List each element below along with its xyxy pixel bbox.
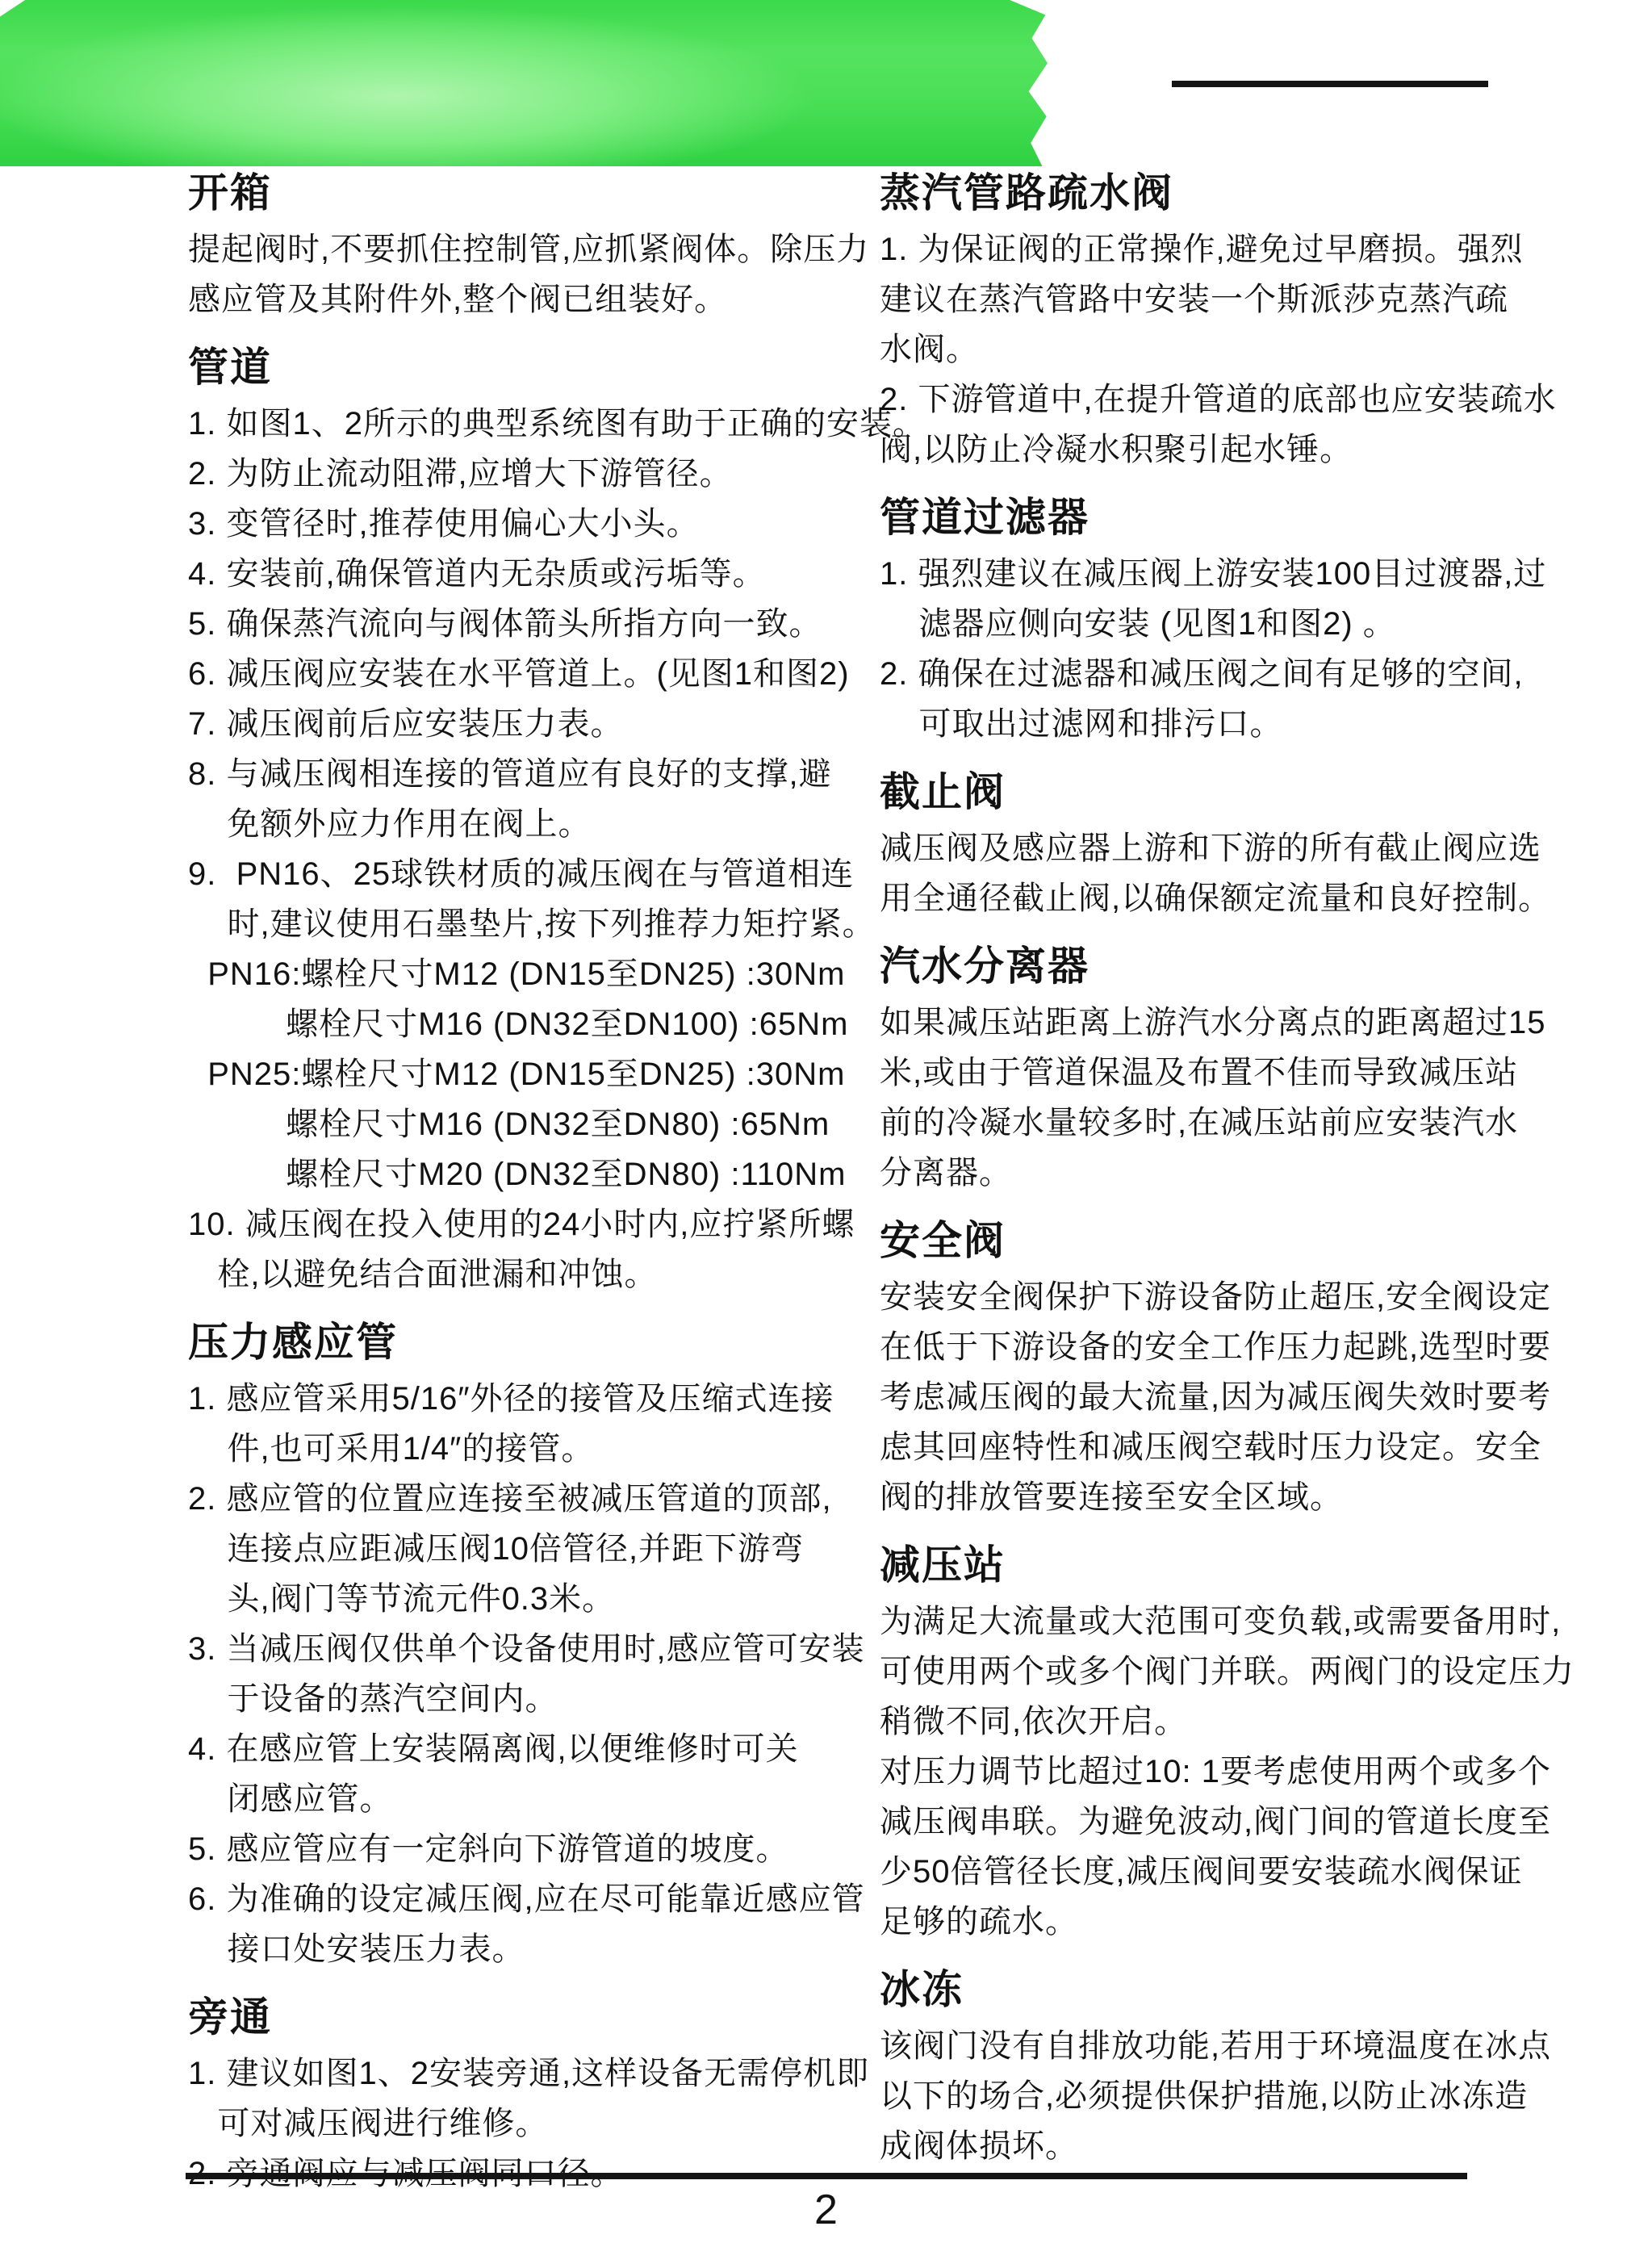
section-freezing [880, 1966, 1608, 2171]
section-unpacking [188, 169, 880, 324]
text-line: 头,阀门等节流元件0.3米。 [188, 1581, 616, 1617]
header-rule [1172, 81, 1488, 87]
section-body [188, 224, 880, 324]
text-line: 2. 确保在过滤器和减压阀之间有足够的空间, [880, 656, 1524, 692]
section-separator [880, 943, 1608, 1198]
text-line: 足够的疏水。 [880, 1904, 1078, 1940]
section-steam-line-trap [880, 169, 1608, 475]
section-heading: 减压站 [880, 1542, 1006, 1588]
text-line: 4. 安装前,确保管道内无杂质或污垢等。 [188, 556, 766, 592]
section-bypass [188, 1994, 880, 2199]
text-line: 6. 为准确的设定减压阀,应在尽可能靠近感应管 [188, 1881, 865, 1917]
text-line: 如果减压站距离上游汽水分离点的距离超过15 [880, 1005, 1546, 1040]
section-body [880, 224, 1608, 475]
footer-rule [186, 2173, 1467, 2179]
text-line: 1. 为保证阀的正常操作,避免过早磨损。强烈 [880, 232, 1524, 267]
text-line: 栓,以避免结合面泄漏和冲蚀。 [188, 1257, 658, 1292]
text-line: 免额外应力作用在阀上。 [188, 806, 592, 842]
text-line: 螺栓尺寸M16 (DN32至DN100) :65Nm [188, 1006, 849, 1042]
page-number: 2 [814, 2187, 838, 2233]
text-line: 接口处安装压力表。 [188, 1931, 525, 1967]
text-line: 螺栓尺寸M20 (DN32至DN80) :110Nm [188, 1157, 847, 1192]
text-line: 3. 当减压阀仅供单个设备使用时,感应管可安装 [188, 1631, 865, 1667]
section-body [880, 823, 1608, 923]
text-line: 考虑减压阀的最大流量,因为减压阀失效时要考 [880, 1379, 1552, 1415]
text-line: 提起阀时,不要抓住控制管,应抓紧阀体。除压力 [188, 232, 870, 267]
text-line: 减压阀及感应器上游和下游的所有截止阀应选 [880, 831, 1541, 866]
text-line: 感应管及其附件外,整个阀已组装好。 [188, 282, 728, 317]
section-pressure-sensing-pipe [188, 1319, 880, 1974]
document-body [188, 169, 1608, 2199]
text-line: 5. 确保蒸汽流向与阀体箭头所指方向一致。 [188, 606, 822, 642]
text-line: 水阀。 [880, 332, 979, 367]
section-body [188, 1374, 880, 1974]
right-column [880, 169, 1608, 2171]
section-body [880, 1272, 1608, 1522]
section-heading: 安全阀 [880, 1218, 1006, 1263]
text-line: 对压力调节比超过10: 1要考虑使用两个或多个 [880, 1754, 1551, 1789]
text-line: 少50倍管径长度,减压阀间要安装疏水阀保证 [880, 1854, 1523, 1889]
section-heading: 开箱 [188, 170, 272, 216]
text-line: 2. 为防止流动阻滞,应增大下游管径。 [188, 456, 733, 492]
section-safety-valve [880, 1217, 1608, 1522]
text-line: 9. PN16、25球铁材质的减压阀在与管道相连 [188, 856, 855, 892]
text-line: 虑其回座特性和减压阀空载时压力设定。安全 [880, 1429, 1541, 1465]
text-line: 可使用两个或多个阀门并联。两阀门的设定压力 [880, 1654, 1575, 1689]
section-body [880, 998, 1608, 1198]
section-heading: 截止阀 [880, 769, 1006, 814]
header-green-band [0, 0, 1048, 166]
text-line: 成阀体损坏。 [880, 2128, 1078, 2164]
section-heading: 旁通 [188, 1994, 272, 2040]
text-line: 7. 减压阀前后应安装压力表。 [188, 706, 624, 742]
text-line: 以下的场合,必须提供保护措施,以防止冰冻造 [880, 2078, 1529, 2114]
section-stop-valve [880, 768, 1608, 923]
section-piping [188, 344, 926, 1299]
text-line: 用全通径截止阀,以确保额定流量和良好控制。 [880, 881, 1552, 916]
text-line: 滤器应侧向安装 (见图1和图2) 。 [880, 606, 1396, 642]
section-heading: 管道 [188, 345, 272, 390]
section-body [880, 1597, 1608, 1947]
text-line: 可取出过滤网和排污口。 [880, 706, 1283, 742]
section-body [880, 549, 1608, 749]
section-heading: 蒸汽管路疏水阀 [880, 170, 1173, 216]
text-line: 3. 变管径时,推荐使用偏心大小头。 [188, 506, 700, 542]
text-line: 分离器。 [880, 1155, 1012, 1191]
text-line: 在低于下游设备的安全工作压力起跳,选型时要 [880, 1329, 1552, 1365]
section-heading: 管道过滤器 [880, 495, 1089, 540]
text-line: 连接点应距减压阀10倍管径,并距下游弯 [188, 1531, 805, 1567]
text-line: 安装安全阀保护下游设备防止超压,安全阀设定 [880, 1279, 1552, 1315]
text-line: 8. 与减压阀相连接的管道应有良好的支撑,避 [188, 756, 832, 792]
text-line: 2. 下游管道中,在提升管道的底部也应安装疏水 [880, 382, 1557, 417]
section-heading: 压力感应管 [188, 1320, 398, 1365]
text-line: 时,建议使用石墨垫片,按下列推荐力矩拧紧。 [188, 906, 876, 942]
text-line: 该阀门没有自排放功能,若用于环境温度在冰点 [880, 2028, 1552, 2064]
text-line: 4. 在感应管上安装隔离阀,以便维修时可关 [188, 1731, 799, 1767]
text-line: 1. 强烈建议在减压阀上游安装100目过渡器,过 [880, 556, 1547, 592]
text-line: PN25:螺栓尺寸M12 (DN15至DN25) :30Nm [188, 1057, 846, 1092]
section-reducing-station [880, 1542, 1608, 1947]
text-line: 10. 减压阀在投入使用的24小时内,应拧紧所螺 [188, 1207, 855, 1242]
text-line: 为满足大流量或大范围可变负载,或需要备用时, [880, 1604, 1562, 1639]
section-heading: 汽水分离器 [880, 944, 1089, 989]
text-line: 米,或由于管道保温及布置不佳而导致减压站 [880, 1055, 1519, 1090]
text-line: 于设备的蒸汽空间内。 [188, 1681, 558, 1717]
text-line: 6. 减压阀应安装在水平管道上。(见图1和图2) [188, 656, 850, 692]
text-line: 阀的排放管要连接至安全区域。 [880, 1479, 1343, 1515]
text-line: 建议在蒸汽管路中安装一个斯派莎克蒸汽疏 [880, 282, 1508, 317]
text-line: 2. 感应管的位置应连接至被减压管道的顶部, [188, 1481, 832, 1517]
text-line: 螺栓尺寸M16 (DN32至DN80) :65Nm [188, 1107, 830, 1142]
text-line: 阀,以防止冷凝水积聚引起水锤。 [880, 432, 1353, 467]
text-line: 1. 感应管采用5/16″外径的接管及压缩式连接 [188, 1381, 834, 1417]
section-heading: 冰冻 [880, 1967, 964, 2012]
text-line: 前的冷凝水量较多时,在减压站前应安装汽水 [880, 1105, 1519, 1140]
text-line: 闭感应管。 [188, 1781, 393, 1817]
text-line: 减压阀串联。为避免波动,阀门间的管道长度至 [880, 1804, 1552, 1839]
text-line: PN16:螺栓尺寸M12 (DN15至DN25) :30Nm [188, 956, 846, 992]
text-line: 可对减压阀进行维修。 [188, 2106, 549, 2141]
section-body [880, 2021, 1608, 2171]
section-body [188, 399, 926, 1299]
text-line: 件,也可采用1/4″的接管。 [188, 1431, 595, 1467]
text-line: 1. 建议如图1、2安装旁通,这样设备无需停机即 [188, 2056, 870, 2091]
text-line: 5. 感应管应有一定斜向下游管道的坡度。 [188, 1831, 789, 1867]
text-line: 1. 如图1、2所示的典型系统图有助于正确的安装。 [188, 406, 926, 442]
text-line: 稍微不同,依次开启。 [880, 1704, 1188, 1739]
section-strainer [880, 494, 1608, 749]
